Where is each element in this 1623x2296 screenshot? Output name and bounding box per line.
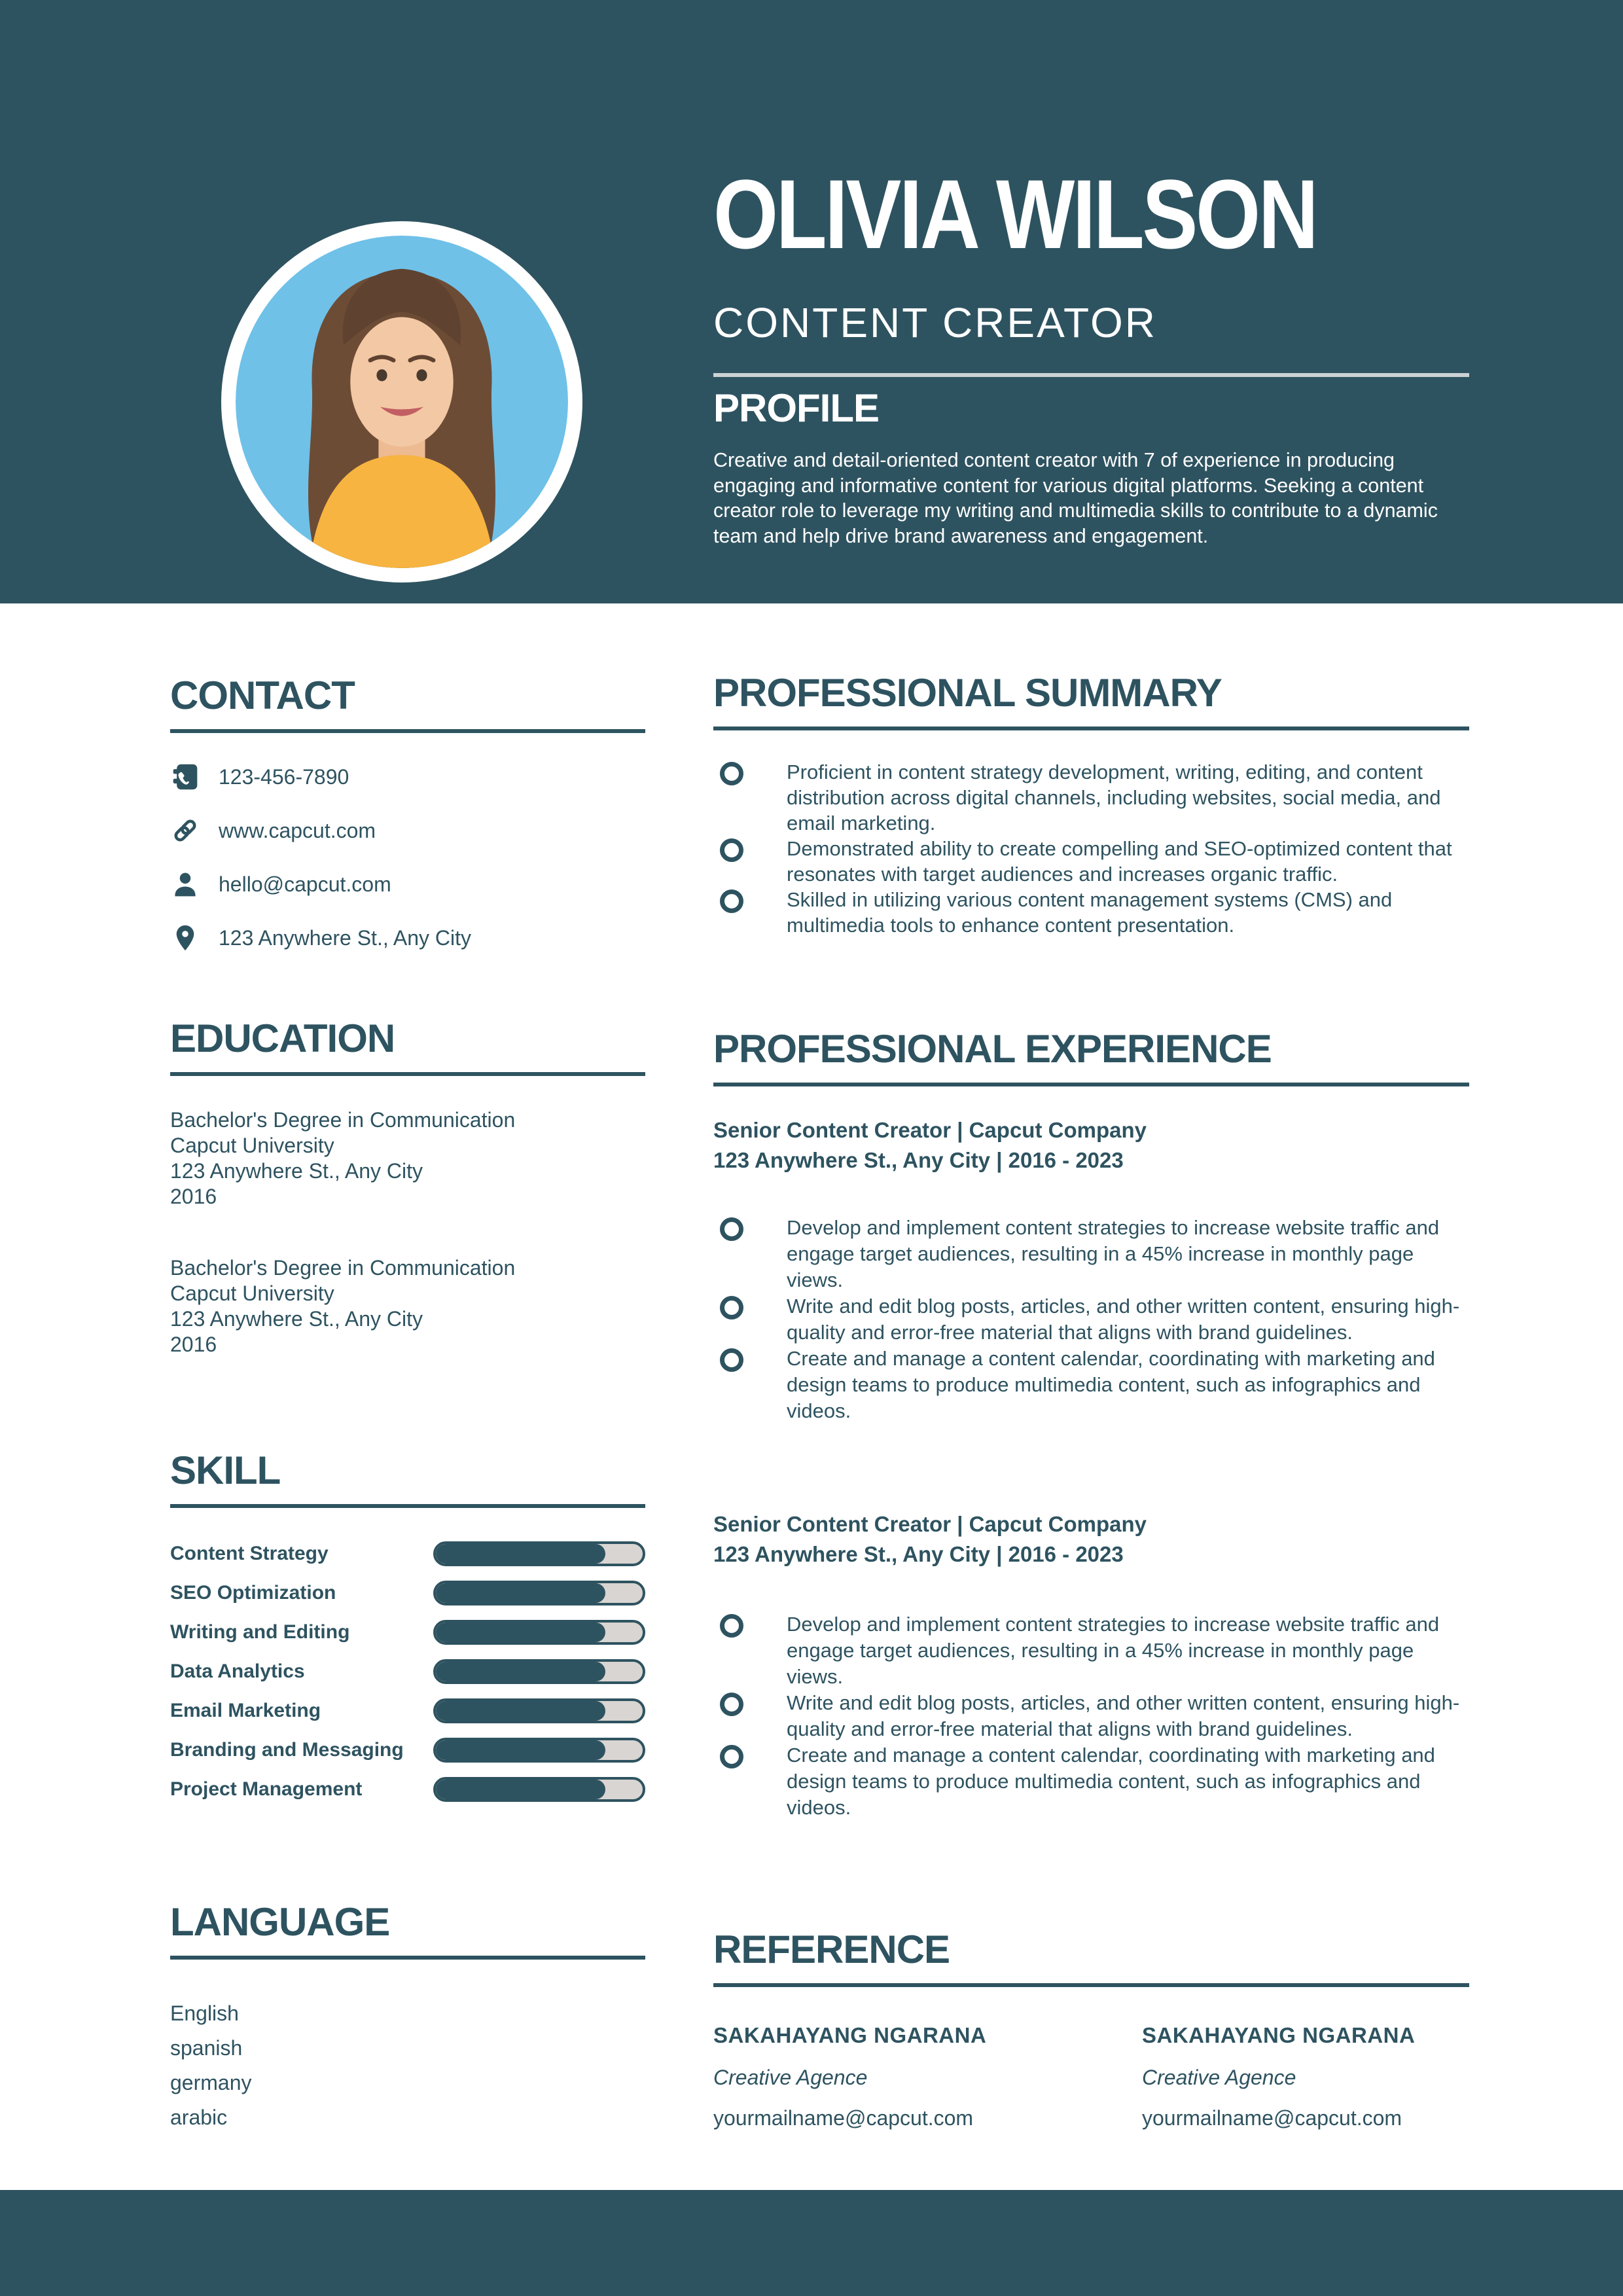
contact-list <box>170 762 645 953</box>
reference-entry <box>1142 2021 1571 2131</box>
skill-bar-fill <box>436 1544 605 1564</box>
professional-experience-heading: PROFESSIONAL EXPERIENCE <box>713 1027 1272 1071</box>
education-entry <box>170 1255 645 1357</box>
skill-bar-fill <box>436 1740 605 1760</box>
contact-row-address <box>170 923 645 953</box>
summary-bullet <box>713 836 1469 887</box>
section-divider <box>170 1072 645 1076</box>
summary-bullet <box>713 887 1469 938</box>
skill-bar <box>433 1738 645 1763</box>
summary-bullet-text: Skilled in utilizing various content management systems (CMS) and multimedia tools to enhance content presentation. <box>787 888 1393 937</box>
job-bullet <box>713 1690 1469 1742</box>
contact-email: hello@capcut.com <box>219 872 391 896</box>
contact-heading: CONTACT <box>170 673 355 717</box>
summary-bullet-text: Proficient in content strategy development, writing, editing, and content distribution across digital channels, including websites, social media, and email marketing. <box>787 761 1441 834</box>
location-icon <box>170 923 200 953</box>
skill-bar <box>433 1659 645 1684</box>
job-bullet-text: Develop and implement content strategies to increase website traffic and engage target audiences, resulting in a 45% increase in monthly page views. <box>787 1613 1440 1688</box>
skill-section <box>170 1446 645 1814</box>
skill-bar <box>433 1620 645 1645</box>
job-meta: 123 Anywhere St., Any City | 2016 - 2023 <box>713 1542 1124 1566</box>
skill-bar-fill <box>436 1583 605 1603</box>
job-bullet-text: Write and edit blog posts, articles, and other written content, ensuring high-quality and error-free material that aligns with brand guidelines. <box>787 1691 1460 1740</box>
skill-bar-fill <box>436 1780 605 1799</box>
header-divider <box>713 373 1469 377</box>
section-divider <box>170 1956 645 1960</box>
professional-summary-heading: PROFESSIONAL SUMMARY <box>713 671 1222 715</box>
job-bullet-list <box>713 1611 1469 1821</box>
job-bullet-text: Develop and implement content strategies to increase website traffic and engage target audiences, resulting in a 45% increase in monthly page views. <box>787 1216 1440 1291</box>
summary-bullet <box>713 759 1469 836</box>
job-bullet <box>713 1293 1469 1346</box>
section-divider <box>713 1083 1469 1086</box>
skill-bar <box>433 1698 645 1723</box>
language-heading: LANGUAGE <box>170 1900 390 1944</box>
experience-job <box>713 1509 1469 1821</box>
bullet-circle-icon <box>720 1217 743 1241</box>
language-list <box>170 1996 645 2135</box>
skill-label: Project Management <box>170 1778 363 1800</box>
section-divider <box>713 726 1469 730</box>
bullet-circle-icon <box>720 762 743 785</box>
language-item: arabic <box>170 2106 228 2129</box>
contact-section <box>170 672 645 977</box>
skill-row <box>170 1696 645 1725</box>
reference-email: yourmailname@capcut.com <box>713 2106 974 2130</box>
experience-job <box>713 1115 1469 1424</box>
reference-name: SAKAHAYANG NGARANA <box>1142 2023 1416 2047</box>
skill-list <box>170 1539 645 1804</box>
link-icon <box>170 816 200 846</box>
job-bullet-text: Write and edit blog posts, articles, and other written content, ensuring high-quality and error-free material that aligns with brand guidelines. <box>787 1295 1460 1344</box>
header-band <box>0 0 1623 603</box>
person-icon <box>170 869 200 899</box>
bullet-circle-icon <box>720 1745 743 1768</box>
section-divider <box>170 1504 645 1508</box>
job-bullet <box>713 1215 1469 1293</box>
contact-row-email <box>170 869 645 899</box>
profile-heading: PROFILE <box>713 386 880 430</box>
reference-heading: REFERENCE <box>713 1928 950 1971</box>
language-item: English <box>170 2001 239 2025</box>
skill-bar-fill <box>436 1701 605 1721</box>
job-header <box>713 1115 1469 1175</box>
skill-row <box>170 1539 645 1568</box>
education-school: Capcut University <box>170 1282 334 1305</box>
skill-heading: SKILL <box>170 1448 281 1492</box>
job-meta: 123 Anywhere St., Any City | 2016 - 2023 <box>713 1148 1124 1172</box>
skill-bar <box>433 1581 645 1605</box>
education-section <box>170 1014 645 1357</box>
job-title: Senior Content Creator | Capcut Company <box>713 1512 1147 1536</box>
job-header <box>713 1509 1469 1570</box>
skill-label: Writing and Editing <box>170 1621 350 1643</box>
bullet-circle-icon <box>720 838 743 862</box>
portrait-image <box>236 236 568 568</box>
bullet-circle-icon <box>720 1348 743 1372</box>
language-section <box>170 1898 645 2135</box>
skill-label: Email Marketing <box>170 1700 321 1721</box>
reference-company: Creative Agence <box>1142 2066 1296 2089</box>
skill-bar-fill <box>436 1623 605 1642</box>
language-item: germany <box>170 2071 252 2094</box>
education-degree: Bachelor's Degree in Communication <box>170 1108 516 1132</box>
education-degree: Bachelor's Degree in Communication <box>170 1256 516 1280</box>
job-bullet-list <box>713 1215 1469 1424</box>
skill-label: Branding and Messaging <box>170 1739 404 1761</box>
contact-row-phone <box>170 762 645 792</box>
professional-summary-section <box>713 669 1469 938</box>
person-name: OLIVIA WILSON <box>713 159 1317 269</box>
section-divider <box>170 729 645 733</box>
job-bullet <box>713 1742 1469 1821</box>
education-address: 123 Anywhere St., Any City <box>170 1307 423 1331</box>
job-bullet-text: Create and manage a content calendar, coordinating with marketing and design teams to produce multimedia content, such as infographics and videos. <box>787 1347 1435 1422</box>
skill-bar-fill <box>436 1662 605 1681</box>
header-content <box>713 159 1472 548</box>
education-address: 123 Anywhere St., Any City <box>170 1159 423 1183</box>
footer-band <box>0 2190 1623 2296</box>
contact-row-website <box>170 816 645 846</box>
reference-section <box>713 1926 1469 2131</box>
summary-bullet-list <box>713 759 1469 938</box>
section-divider <box>713 1983 1469 1987</box>
reference-name: SAKAHAYANG NGARANA <box>713 2023 987 2047</box>
reference-email: yourmailname@capcut.com <box>1142 2106 1402 2130</box>
bullet-circle-icon <box>720 1614 743 1638</box>
reference-company: Creative Agence <box>713 2066 868 2089</box>
bullet-circle-icon <box>720 1693 743 1716</box>
profile-text: Creative and detail-oriented content creator with 7 of experience in producing engaging and informative content for various digital platforms. Seeking a content creator role to leverage my writing and multimedia skills to contribute to a dynamic team and help drive brand awareness and engagement. <box>713 449 1438 547</box>
skill-label: Data Analytics <box>170 1660 305 1682</box>
skill-row <box>170 1657 645 1686</box>
job-title: Senior Content Creator | Capcut Company <box>713 1118 1147 1142</box>
contact-address: 123 Anywhere St., Any City <box>219 925 471 950</box>
skill-row <box>170 1775 645 1804</box>
professional-experience-section <box>713 1025 1469 1821</box>
skill-row <box>170 1618 645 1647</box>
education-heading: EDUCATION <box>170 1016 395 1060</box>
profile-photo <box>221 221 582 583</box>
language-item: spanish <box>170 2036 243 2060</box>
summary-bullet-text: Demonstrated ability to create compelling and SEO-optimized content that resonates with target audiences and increases organic traffic. <box>787 837 1452 886</box>
bullet-circle-icon <box>720 889 743 913</box>
bullet-circle-icon <box>720 1296 743 1319</box>
skill-bar <box>433 1541 645 1566</box>
skill-label: SEO Optimization <box>170 1582 336 1604</box>
job-bullet <box>713 1346 1469 1424</box>
education-school: Capcut University <box>170 1134 334 1157</box>
reference-list <box>713 2021 1469 2131</box>
contact-phone: 123-456-7890 <box>219 764 349 789</box>
phone-icon <box>170 762 200 792</box>
job-bullet <box>713 1611 1469 1690</box>
skill-bar <box>433 1777 645 1802</box>
contact-website: www.capcut.com <box>219 818 376 842</box>
education-entry <box>170 1107 645 1210</box>
skill-label: Content Strategy <box>170 1543 329 1564</box>
education-year: 2016 <box>170 1333 217 1356</box>
education-year: 2016 <box>170 1185 217 1208</box>
reference-entry <box>713 2021 1142 2131</box>
job-bullet-text: Create and manage a content calendar, coordinating with marketing and design teams to produce multimedia content, such as infographics and videos. <box>787 1744 1435 1819</box>
skill-row <box>170 1736 645 1765</box>
person-job-title: CONTENT CREATOR <box>713 299 1157 346</box>
skill-row <box>170 1579 645 1607</box>
